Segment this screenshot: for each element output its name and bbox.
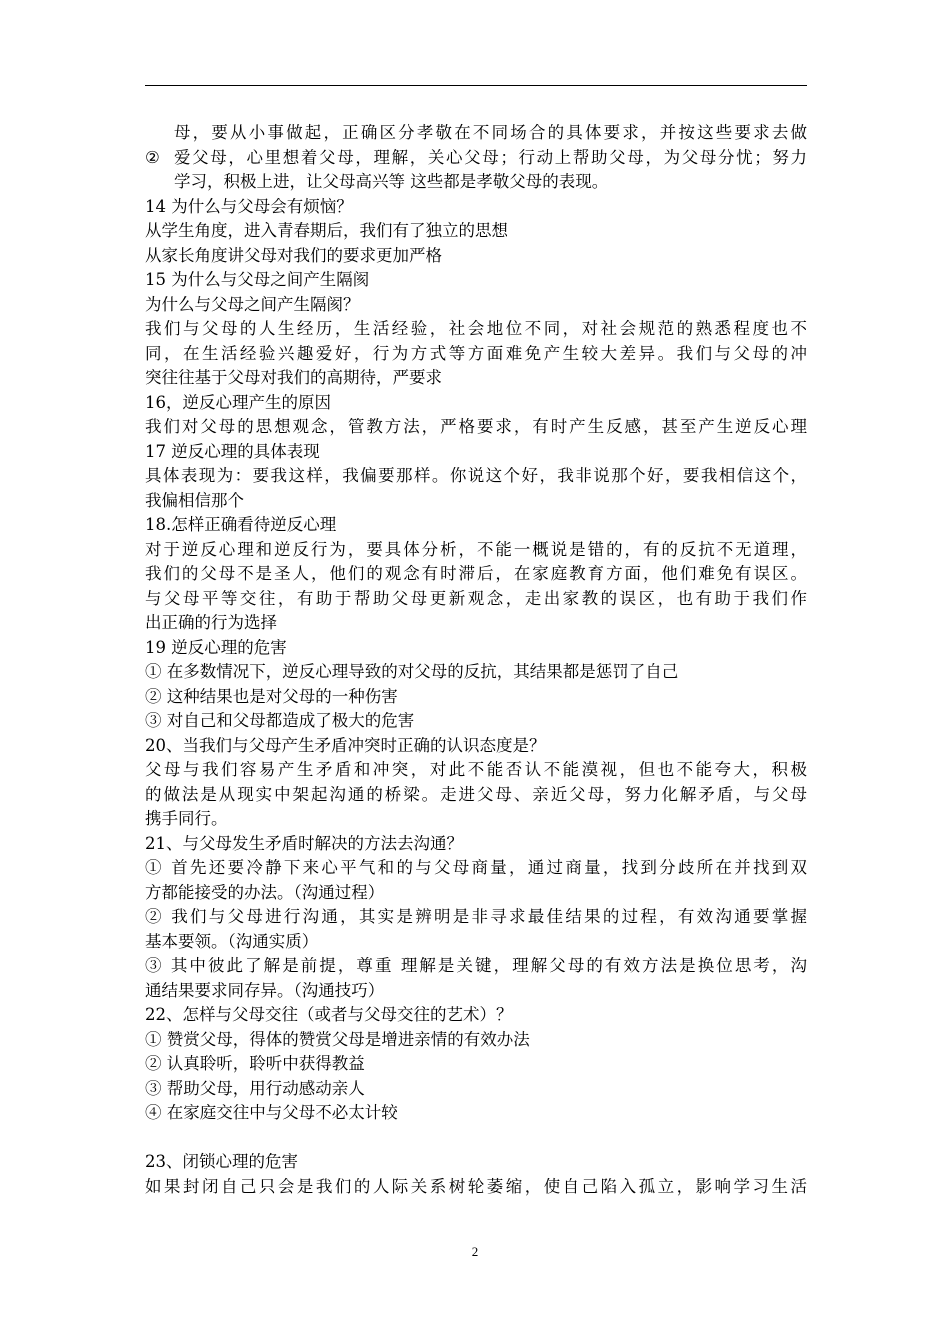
blank-line (145, 1126, 807, 1151)
section-heading: 16，逆反心理产生的原因 (145, 392, 331, 412)
item-number: ② (145, 147, 160, 167)
text-line: 爱父母，心里想着父母，理解，关心父母；行动上帮助父母，为父母分忧；努力 (174, 147, 807, 167)
list-item: ③ 其中彼此了解是前提，尊重 理解是关键，理解父母的有效方法是换位思考，沟 (145, 956, 807, 975)
text-line: 对于逆反心理和逆反行为，要具体分析，不能一概说是错的，有的反抗不无道理， (145, 539, 807, 559)
section-heading: 17 逆反心理的具体表现 (145, 441, 320, 461)
section-heading: 19 逆反心理的危害 (145, 637, 287, 657)
text-line: 通结果要求同存异。（沟通技巧） (145, 980, 385, 1000)
document-body (145, 121, 807, 1199)
text-line: 我偏相信那个 (145, 490, 244, 510)
text-line: 母，要从小事做起，正确区分孝敬在不同场合的具体要求，并按这些要求去做 (174, 123, 807, 142)
text-line: 基本要领。（沟通实质） (145, 931, 319, 951)
text-line: 从学生角度，进入青春期后，我们有了独立的思想 (145, 221, 508, 240)
text-line: 我们对父母的思想观念，管教方法，严格要求，有时产生反感，甚至产生逆反心理 (145, 417, 807, 436)
text-line: 从家长角度讲父母对我们的要求更加严格 (145, 245, 442, 265)
section-heading: 23、闭锁心理的危害 (145, 1152, 298, 1171)
section-heading: 15 为什么与父母之间产生隔阂 (145, 270, 370, 289)
text-line: 出正确的行为选择 (145, 613, 277, 632)
list-item: ② 这种结果也是对父母的一种伤害 (145, 686, 398, 706)
text-line: 学习，积极上进，让父母高兴等 这些都是孝敬父母的表现。 (174, 172, 609, 191)
text-line: 与父母平等交往，有助于帮助父母更新观念，走出家教的误区，也有助于我们作 (145, 588, 807, 608)
text-line: 方都能接受的办法。（沟通过程） (145, 882, 385, 902)
list-item: ① 在多数情况下，逆反心理导致的对父母的反抗，其结果都是惩罚了自己 (145, 662, 679, 681)
section-heading: 21、与父母发生矛盾时解决的方法去沟通？ (145, 833, 463, 853)
section-heading: 14 为什么与父母会有烦恼？ (145, 196, 353, 216)
list-item: ② 认真聆听，聆听中获得教益 (145, 1054, 365, 1073)
section-heading: 20、当我们与父母产生矛盾冲突时正确的认识态度是？ (145, 735, 546, 755)
list-item: ① 赞赏父母，得体的赞赏父母是增进亲情的有效办法 (145, 1029, 530, 1049)
text-line: 突往往基于父母对我们的高期待，严要求 (145, 368, 442, 387)
list-item: ③ 对自己和父母都造成了极大的危害 (145, 711, 415, 730)
text-line: 父母与我们容易产生矛盾和冲突，对此不能否认不能漠视，但也不能夸大，积极 (145, 760, 807, 779)
text-line: 如果封闭自己只会是我们的人际关系树轮萎缩，使自己陷入孤立，影响学习生活 (145, 1176, 807, 1196)
text-line: 同，在生活经验兴趣爱好，行为方式等方面难免产生较大差异。我们与父母的冲 (145, 343, 807, 363)
list-item: ④ 在家庭交往中与父母不必太计较 (145, 1103, 398, 1122)
text-line: 为什么与父母之间产生隔阂？ (145, 294, 360, 314)
text-line: 的做法是从现实中架起沟通的桥梁。走进父母、亲近父母，努力化解矛盾，与父母 (145, 784, 807, 804)
text-line: 携手同行。 (145, 809, 228, 828)
section-heading: 22、怎样与父母交往（或者与父母交往的艺术）？ (145, 1005, 513, 1024)
list-item: ② 我们与父母进行沟通，其实是辨明是非寻求最佳结果的过程，有效沟通要掌握 (145, 907, 807, 926)
list-item: ① 首先还要冷静下来心平气和的与父母商量，通过商量，找到分歧所在并找到双 (145, 858, 807, 877)
page-number: 2 (471, 1244, 479, 1259)
text-line: 我们与父母的人生经历，生活经验，社会地位不同，对社会规范的熟悉程度也不 (145, 319, 807, 338)
list-item: ③ 帮助父母，用行动感动亲人 (145, 1078, 365, 1098)
section-heading: 18.怎样正确看待逆反心理 (145, 515, 337, 534)
header-rule (145, 85, 807, 86)
list-item (145, 146, 807, 171)
text-line: 我们的父母不是圣人，他们的观念有时滞后，在家庭教育方面，他们难免有误区。 (145, 564, 807, 583)
text-line: 具体表现为：要我这样，我偏要那样。你说这个好，我非说那个好，要我相信这个， (145, 466, 807, 485)
